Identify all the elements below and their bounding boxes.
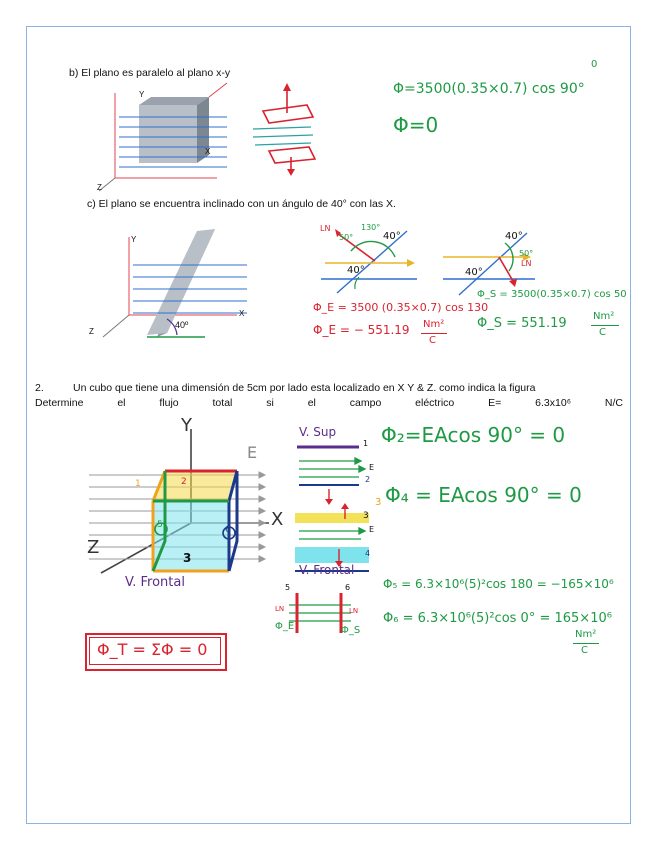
side-ln1-label: LN [275,605,285,613]
line2-word: total [212,397,233,409]
views-mid-3: 3 [363,511,369,521]
line2-word: N/C [604,397,623,409]
cube-field-label: E [247,443,258,462]
d1-40b-label: 40° [347,265,365,276]
cube-caption: V. Frontal [125,575,185,590]
section-b-heading: b) El plano es paralelo al plano x-y [69,67,231,79]
section-c-axis-z: Z [89,327,94,336]
red-equation-2: Φ_E = − 551.19 [313,323,410,337]
green-equation-2: Φ_S = 551.19 [477,316,567,331]
cube-axis-y: Y [181,415,192,436]
side-5-label: 5 [285,583,291,592]
views-top-e1: E [369,463,375,472]
section-b-side-sketch [243,83,333,173]
d2-ln-label: LN [521,259,532,268]
flux-eq-6: Φ₆ = 6.3×10⁶(5)²cos 0° = 165×10⁶ [383,611,612,626]
line2-word: flujo [159,397,179,409]
side-phi-s-label: Φ_S [341,625,361,636]
section-b-axis-x: X [205,147,211,156]
d1-50-label: 50° [339,233,354,242]
section-b-plane-diagram [97,83,237,193]
problem-2-line-1: Un cubo que tiene una dimensión de 5cm por lado esta localizado en X Y & Z. como indica la figura [73,382,536,394]
line2-word: E= [488,397,502,409]
total-flux: Φ_T = ΣΦ = 0 [97,640,208,659]
problem-2-number: 2. [35,382,44,394]
section-b-axis-z: Z [97,183,102,192]
views-top-1: 1 [363,439,369,448]
d2-40a-label: 40° [505,231,523,242]
d2-40b-label: 40° [465,267,483,278]
flux-eq-6-unit-num: Nm² [575,629,597,640]
green-unit-num: Nm² [593,311,615,322]
section-b-equation-1: Φ=3500(0.35×0.7) cos 90° [393,81,585,97]
views-bottom-label: V. Frontal [299,563,355,577]
section-c-angle-diagram-1 [317,223,427,303]
side-ln2-label: LN [349,607,359,615]
section-c-heading: c) El plano se encuentra inclinado con un ángulo de 40° con las X. [87,198,396,210]
line2-word: si [266,397,274,409]
side-view-diagram [271,587,361,647]
section-c-inclined-plane-diagram [87,227,257,347]
views-mid-4: 4 [365,549,371,558]
flux-eq-2: Φ₂=EAcos 90° = 0 [381,423,566,447]
flux-eq-6-unit-den: C [581,645,588,656]
d1-130-label: 130° [361,223,381,232]
flux-eq-5: Φ₅ = 6.3×10⁶(5)²cos 180 = −165×10⁶ [383,577,614,591]
section-c-axis-x: X [239,309,245,318]
red-equation-1: Φ_E = 3500 (0.35×0.7) cos 130 [313,301,489,314]
line2-word: el [117,397,126,409]
flux-eq-6-unit-bar [573,643,599,644]
green-equation-1: Φ_S = 3500(0.35×0.7) cos 50 [477,289,627,300]
line2-word: campo [349,397,382,409]
red-unit-bar [421,333,447,334]
section-b-axis-y: Y [139,90,145,99]
line2-word: 6.3x10⁶ [535,397,572,409]
flux-eq-3-prefix: 3 [375,497,382,508]
red-unit-den: C [429,335,436,346]
section-b-equation-2: Φ=0 [393,113,439,137]
section-c-angle-label: 40º [175,320,189,330]
views-top-2: 2 [365,475,371,484]
section-c-axis-y: Y [131,235,137,244]
line2-word: eléctrico [415,397,455,409]
green-unit-den: C [599,327,606,338]
side-phi-e-label: Φ_E [275,621,295,632]
d1-ln-label: LN [320,224,331,233]
cube-face-6-label: 6 [225,525,231,535]
line2-word: el [307,397,316,409]
side-6-label: 6 [345,583,351,592]
cube-face-1-label: 1 [135,479,141,489]
green-unit-bar [591,325,619,326]
views-top-label: V. Sup [299,425,337,439]
flux-eq-4: Φ₄ = EAcos 90° = 0 [385,483,582,507]
line2-word: Determine [35,397,84,409]
section-b-equation-1-super: 0 [591,59,598,70]
cube-face-top-label: 2 [181,477,187,487]
d2-50-label: 50° [519,249,534,258]
cube-face-3-label: 3 [183,551,192,565]
cube-face-5-label: 5 [157,520,163,530]
red-unit-num: Nm² [423,319,445,330]
cube-axis-z: Z [87,537,100,558]
document-page [26,26,631,824]
cube-axis-x: X [271,509,284,530]
views-mid-e: E [369,525,375,534]
d1-40a-label: 40° [383,231,401,242]
problem-2-line-2 [35,397,623,409]
